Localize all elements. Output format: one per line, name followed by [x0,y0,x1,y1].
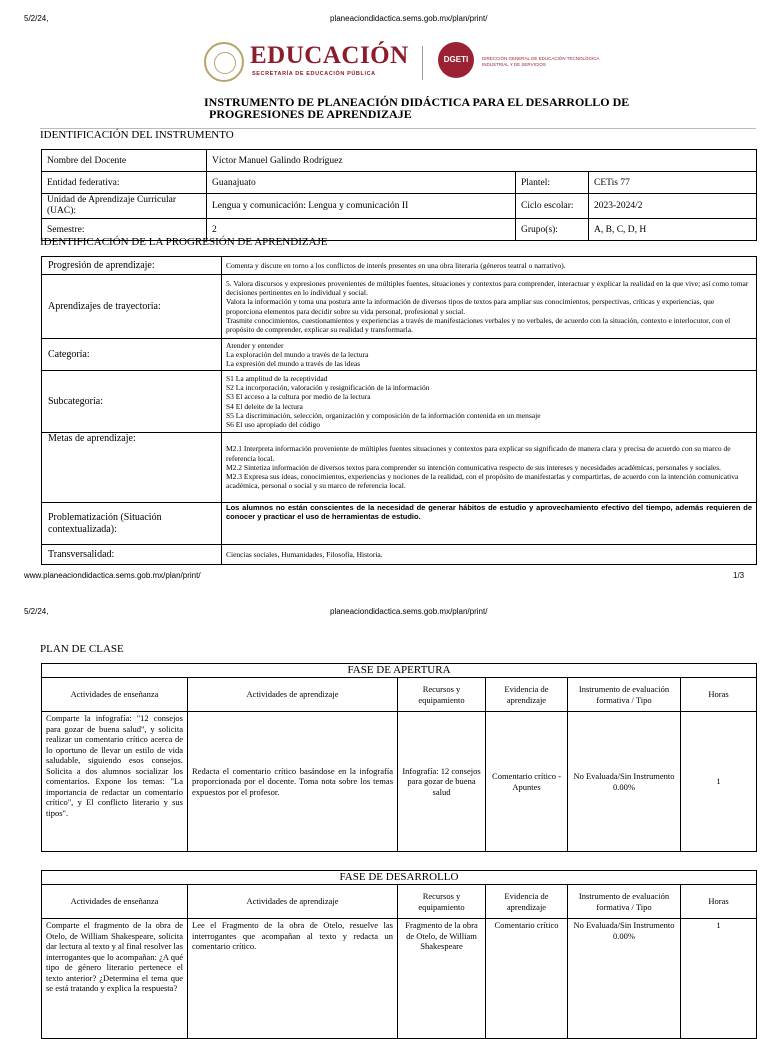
categoria-item: La expresión del mundo a través de las ideas [226,359,361,369]
table-row [42,371,757,433]
sep-logo-title: EDUCACIÓN [250,42,409,69]
docente-value: Víctor Manuel Galindo Rodríguez [207,150,757,172]
categoria-item: Atender y entender [226,340,284,350]
col-header: Actividades de aprendizaje [188,678,398,712]
document-title [204,96,629,120]
problematizacion-label: Problematización (Situación contextualizada): [42,503,222,545]
plantel-value: CETis 77 [589,172,757,194]
title-line-2: PROGRESIONES DE APRENDIZAJE [209,107,412,121]
transversalidad-label: Transversalidad: [42,545,222,565]
section-heading-progresion: IDENTIFICACIÓN DE LA PROGRESIÓN DE APRENDIZAJE [40,236,328,248]
table-row [42,712,757,852]
desarrollo-title: FASE DE DESARROLLO [42,871,757,885]
progression-table [41,256,757,565]
print-url-2: planeaciondidactica.sems.gob.mx/plan/print/ [330,607,488,616]
entidad-value: Guanajuato [207,172,516,194]
footer-url: www.planeaciondidactica.sems.gob.mx/plan/print/ [24,571,201,580]
col-header: Instrumento de evaluación formativa / Tipo [568,885,681,919]
trayectoria-item: 5. Valora discursos y expresiones provenientes de múltiples fuentes, situaciones y contextos para comprender, interactuar y explicar la realidad en la que vive; así como tomar decisiones pertinentes en lo individual y social. [226,278,749,297]
progresion-label: Progresión de aprendizaje: [42,257,222,275]
table-header-row [42,678,757,712]
apertura-instrumento: No Evaluada/Sin Instrumento 0.00% [568,712,681,852]
table-row [42,919,757,1039]
col-header: Recursos y equipamiento [398,885,486,919]
problematizacion-value: Los alumnos no están conscientes de la necesidad de generar hábitos de estudio y aprovechamiento efectivo del tiempo, además requieren de conocer y practicar el uso de herramientas de estudio. [222,503,757,545]
table-header-row [42,885,757,919]
uac-value: Lengua y comunicación: Lengua y comunicación II [207,194,516,219]
col-header: Instrumento de evaluación formativa / Tipo [568,678,681,712]
table-row [42,503,757,545]
ciclo-label: Ciclo escolar: [516,194,589,219]
categoria-value [222,339,757,371]
subcategoria-value [222,371,757,433]
desarrollo-horas: 1 [681,919,757,1039]
subcategoria-item: S5 La discriminación, selección, organización y composición de la información contenida en un mensaje [226,410,541,420]
desarrollo-instrumento: No Evaluada/Sin Instrumento 0.00% [568,919,681,1039]
trayectoria-label: Aprendizajes de trayectoria: [42,275,222,339]
desarrollo-ensenanza: Comparte el fragmento de la obra de Otelo, de William Shakespeare, solicita dar lectura al texto y al final resolver las interrogantes que lo acompañan: ¿A qué tipo de género literario pertenece el texto anterior? ¿Determina el tema que se está tratando y explica la respuesta? [42,919,188,1039]
table-row [42,257,757,275]
table-row [42,545,757,565]
dgeti-mark: DGETI [443,55,469,64]
metas-label: Metas de aprendizaje: [42,433,222,503]
transversalidad-value: Ciencias sociales, Humanidades, Filosofía, Historia. [222,545,757,565]
title-line-1: INSTRUMENTO DE PLANEACIÓN DIDÁCTICA PARA EL DESARROLLO DE [204,95,630,109]
col-header: Actividades de enseñanza [42,678,188,712]
instrument-table [41,149,757,241]
meta-item: M2.2 Sintetiza información de diversos textos para comprender su intención comunicativa respecto de sus intereses y necesidades académicas, personales y sociales. [226,462,722,472]
metas-value [222,433,757,503]
ciclo-value: 2023-2024/2 [589,194,757,219]
uac-label: Unidad de Aprendizaje Curricular (UAC): [42,194,207,219]
table-row [42,150,757,172]
apertura-table [41,663,757,852]
logo-divider [422,46,423,80]
table-row [42,275,757,339]
plantel-label: Plantel: [516,172,589,194]
print-date: 5/2/24, [24,14,49,23]
subcategoria-item: S2 La incorporación, valoración y resignificación de la información [226,382,430,392]
semestre-label: Semestre: [42,219,207,241]
print-url: planeaciondidactica.sems.gob.mx/plan/print/ [330,14,488,23]
table-row [42,339,757,371]
desarrollo-evidencia: Comentario crítico [486,919,568,1039]
entidad-label: Entidad federativa: [42,172,207,194]
grupos-label: Grupo(s): [516,219,589,241]
col-header: Evidencia de aprendizaje [486,885,568,919]
subcategoria-label: Subcategoría: [42,371,222,433]
subcategoria-item: S4 El deleite de la lectura [226,401,303,411]
header-logos [200,40,600,88]
table-row [42,664,757,678]
col-header: Evidencia de aprendizaje [486,678,568,712]
col-header: Actividades de aprendizaje [188,885,398,919]
subcategoria-item: S6 El uso apropiado del código [226,420,320,430]
trayectoria-item: Trasmite conocimientos, cuestionamientos y experiencias a través de manifestaciones verbales y no verbales, de acuerdo con la situación, contexto e interlocutor, con el propósito de comprender, explicar su realidad y transformarla. [226,315,731,335]
apertura-horas: 1 [681,712,757,852]
table-row [42,433,757,503]
subcategoria-item: S3 El acceso a la cultura por medio de la lectura [226,392,371,402]
trayectoria-item: Valora la información y toma una postura ante la información de diversos tipos de textos para ampliar sus conocimientos, perspectivas, críticas y experiencias, que proporciona elementos para decidir sobre su vida personal, profesional y social. [226,297,715,316]
col-header: Actividades de enseñanza [42,885,188,919]
table-row [42,194,757,219]
table-row [42,871,757,885]
col-header: Horas [681,885,757,919]
dgeti-logo-text: DIRECCIÓN GENERAL DE EDUCACIÓN TECNOLÓGICA INDUSTRIAL Y DE SERVICIOS [482,56,600,67]
trayectoria-value [222,275,757,339]
subcategoria-item: S1 La amplitud de la receptividad [226,373,328,383]
col-header: Horas [681,678,757,712]
grupos-value: A, B, C, D, H [589,219,757,241]
page-number: 1/3 [733,571,745,580]
print-date-2: 5/2/24, [24,607,49,616]
meta-item: M2.1 Interpreta información proveniente de múltiples fuentes situaciones y contextos para explicar su significado de manera clara y precisa de acuerdo con su marco de referencia local. [226,444,731,463]
apertura-aprendizaje: Redacta el comentario crítico basándose en la infografía proporcionada por el docente. Toma nota sobre los temas expuestos por el profesor. [188,712,398,852]
categoria-item: La exploración del mundo a través de la lectura [226,349,369,359]
col-header: Recursos y equipamiento [398,678,486,712]
meta-item: M2.3 Expresa sus ideas, conocimientos, experiencias y nociones de la realidad, con el propósito de manifestarlas y compartirlas, de acuerdo con la intención comunicativa académica, personal o social y su marco de referencia local. [226,472,739,491]
plan-heading: PLAN DE CLASE [40,643,124,655]
desarrollo-table [41,870,757,1039]
desarrollo-recursos: Fragmento de la obra de Otelo, de William Shakespeare [398,919,486,1039]
categoria-label: Categoría: [42,339,222,371]
semestre-value: 2 [207,219,516,241]
section-heading-instrumento: IDENTIFICACIÓN DEL INSTRUMENTO [40,129,234,141]
docente-label: Nombre del Docente [42,150,207,172]
apertura-recursos: Infografía: 12 consejos para gozar de buena salud [398,712,486,852]
sep-logo-subtitle: SECRETARÍA DE EDUCACIÓN PÚBLICA [252,71,376,77]
national-seal-icon [204,42,244,82]
apertura-evidencia: Comentario crítico -Apuntes [486,712,568,852]
dgeti-gear-icon [438,42,474,78]
table-row [42,172,757,194]
desarrollo-aprendizaje: Lee el Fragmento de la obra de Otelo, resuelve las interrogantes que acompañan al texto y redacta un comentario crítico. [188,919,398,1039]
progresion-value: Comenta y discute en torno a los conflictos de interés presentes en una obra literaria (géneros teatral o narrativo). [222,257,757,275]
apertura-title: FASE DE APERTURA [42,664,757,678]
apertura-ensenanza: Comparte la infografía: "12 consejos para gozar de buena salud", y solicita realizar un comentario crítico acerca de lo oportuno de llevar un estilo de vida saludable, siguiendo esos consejos. Solicita a dos alumnos socializar los comentarios. Expone los temas: "La importancia de redactar un comentario crítico", y El conflicto literario y sus tipos". [42,712,188,852]
